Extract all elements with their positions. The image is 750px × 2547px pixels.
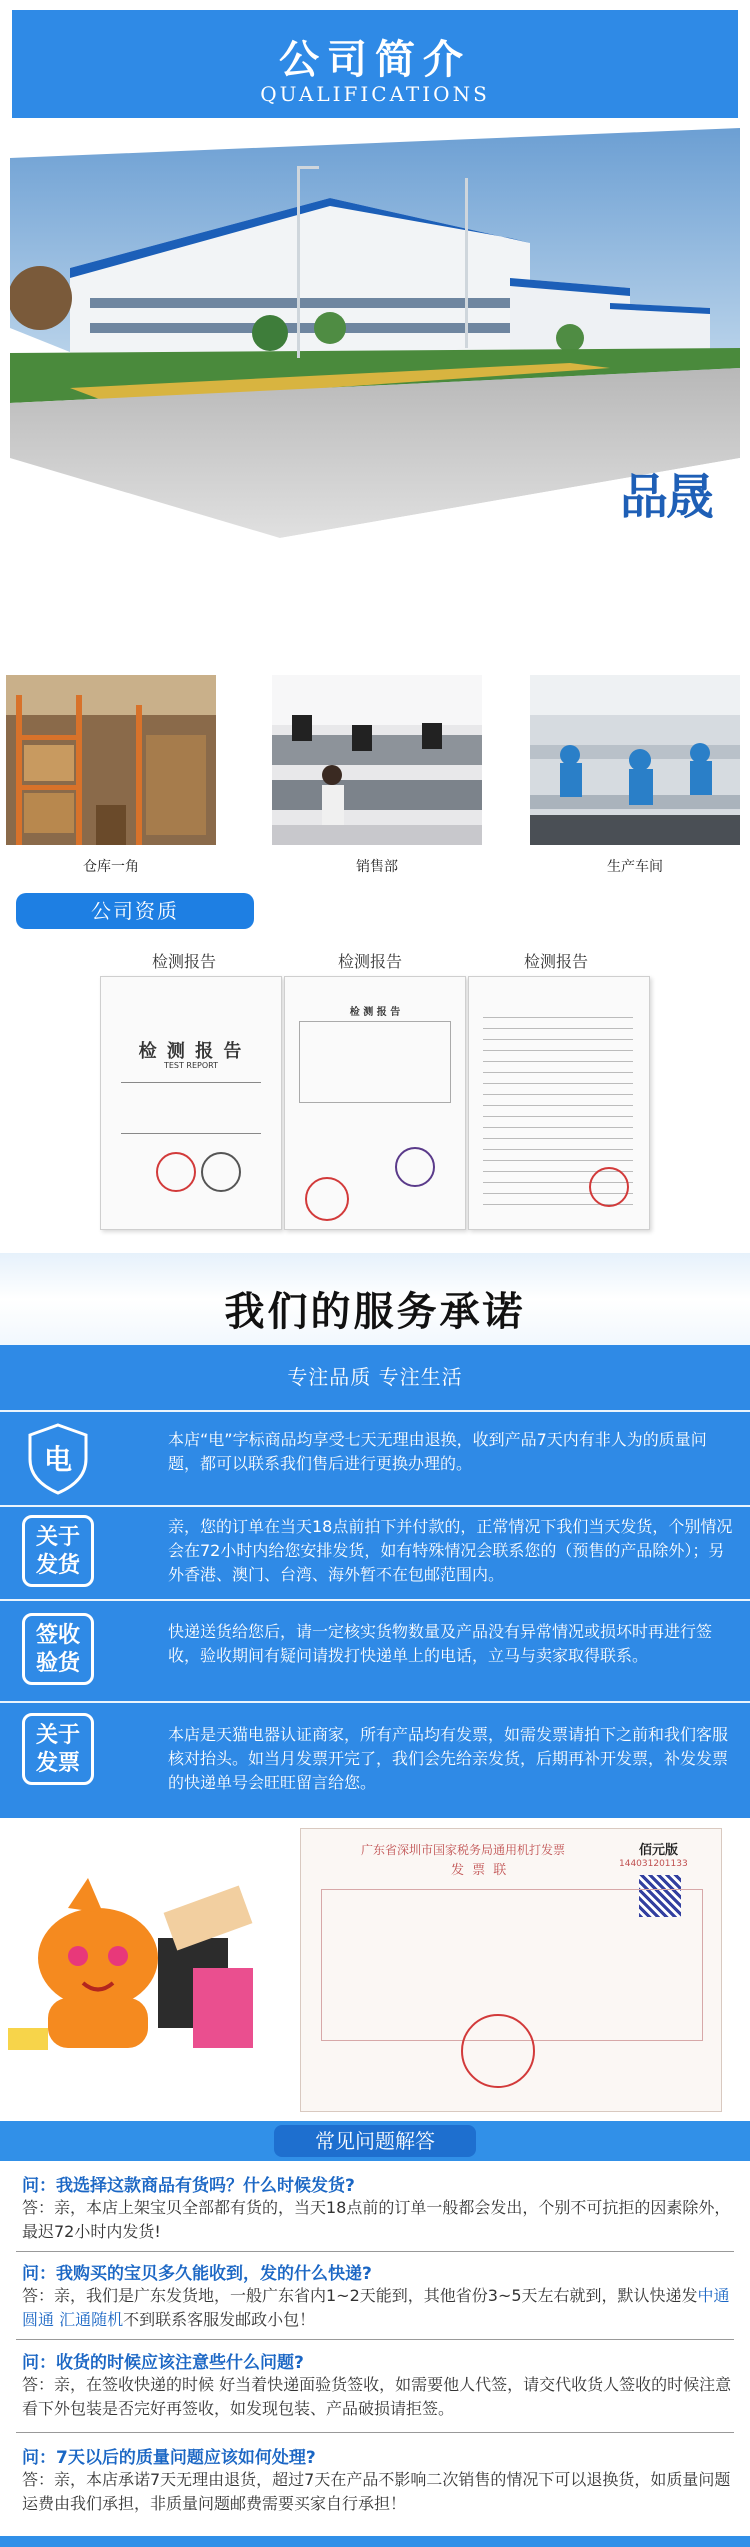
divider	[16, 2339, 734, 2340]
mascot-shopping-icon	[8, 1878, 288, 2078]
test-report-1-image	[100, 976, 282, 1230]
black-seal-icon	[201, 1152, 241, 1192]
badge-2-line2: 发货	[35, 1553, 80, 1578]
service-item-3-text: 快递送货给您后，请一定核实货物数量及产品没有异常情况或损坏时再进行签收，验收期间有疑问请拨打快递单上的电话，立马与卖家取得联系。	[168, 1622, 713, 1665]
test-report-3-image	[468, 976, 650, 1230]
faq-answer-2-carriers: 中通 圆通 汇通随机	[22, 2286, 730, 2329]
test-report-2-image	[284, 976, 466, 1230]
badge-3-line1: 签收	[35, 1623, 80, 1648]
faq-answer-2-pre: 答：亲，我们是广东发货地，一般广东省内1~2天能到，其他省份3~5天左右就到，默认快递发	[22, 2286, 698, 2305]
faq-answer-4: 答：亲，本店承诺7天无理由退货，超过7天在产品不影响二次销售的情况下可以退换货，如质量问题运费由我们承担，非质量问题邮费需要买家自行承担！	[22, 2470, 731, 2513]
header-subtitle: QUALIFICATIONS	[260, 82, 490, 106]
badge-4-line1: 关于	[35, 1723, 80, 1748]
report-2-title: 检测报告	[337, 952, 402, 971]
invoice-seal-icon	[461, 2014, 535, 2088]
service-item-1-text: 本店“电”字标商品均享受七天无理由退换，收到产品7天内有非人为的质量问题，都可以联系我们售后进行更换办理的。	[168, 1430, 707, 1473]
badge-2-line1: 关于	[35, 1525, 80, 1550]
faq-question-2: 问：我购买的宝贝多久能收到，发的什么快递?	[22, 2264, 372, 2284]
faq-label: 常见问题解答	[274, 2125, 476, 2157]
divider	[0, 1505, 750, 1507]
service-item-2-text: 亲，您的订单在当天18点前拍下并付款的，正常情况下我们当天发货，个别情况会在72小时内给您安排发货，如有特殊情况会联系您的（预售的产品除外）；另外香港、澳门、台湾、海外暂不在包邮范围内。	[168, 1517, 733, 1584]
purple-seal-icon	[395, 1147, 435, 1187]
lightning-shield-icon	[20, 1421, 96, 1497]
faq-answer-3: 答：亲，在签收快递的时候 好当着快递面验货签收，如需要他人代签，请交代收货人签收的时候注意看下外包装是否完好再签收，如发现包装、产品破损请拒签。	[22, 2375, 732, 2418]
faq-answer-1: 答：亲，本店上架宝贝全部都有货的，当天18点前的订单一般都会发出，个别不可抗拒的因素除外，最迟72小时内发货!	[22, 2198, 731, 2241]
service-title: 我们的服务承诺	[224, 1289, 526, 1335]
service-commitment-section	[0, 1253, 750, 1818]
faq-header	[0, 2121, 750, 2161]
sales-department-caption: 销售部	[356, 859, 398, 875]
report-2-heading: 检 测 报 告	[349, 1007, 401, 1018]
badge-4-line2: 发票	[35, 1751, 80, 1776]
receipt-inspection-badge	[22, 1613, 94, 1685]
company-qualification-label: 公司资质	[16, 893, 254, 929]
red-seal-icon	[305, 1177, 349, 1221]
report-1-title: 检测报告	[151, 952, 216, 971]
red-seal-icon	[156, 1152, 196, 1192]
invoice-number: 144031201133	[619, 1859, 688, 1869]
divider	[0, 1701, 750, 1703]
divider	[0, 1410, 750, 1412]
faq-answer-2-post: 不到联系客服发邮政小包！	[123, 2310, 316, 2329]
divider	[16, 2432, 734, 2433]
brand-logo: 品晟	[620, 469, 713, 525]
invoice-badge	[22, 1713, 94, 1785]
invoice-illustration-area	[0, 1818, 750, 2120]
faq-question-3: 问：收货的时候应该注意些什么问题?	[22, 2353, 304, 2373]
faq-question-1: 问：我选择这款商品有货吗？什么时候发货?	[22, 2176, 355, 2196]
service-subtitle: 专注品质 专注生活	[287, 1365, 463, 1389]
company-intro-header	[12, 10, 738, 118]
sales-department-photo	[272, 675, 482, 845]
report-2-table	[299, 1021, 451, 1103]
warehouse-photo	[6, 675, 216, 845]
production-workshop-photo	[530, 675, 740, 845]
shipping-badge	[22, 1515, 94, 1587]
divider	[0, 1599, 750, 1601]
report-3-title: 检测报告	[523, 952, 588, 971]
badge-3-line2: 验货	[35, 1651, 80, 1676]
invoice-tag: 佰元版	[639, 1843, 679, 1858]
faq-question-4: 问：7天以后的质量问题应该如何处理?	[22, 2448, 316, 2468]
invoice-subtitle: 发 票 联	[451, 1863, 509, 1878]
warehouse-caption: 仓库一角	[83, 859, 139, 875]
red-seal-icon	[589, 1167, 629, 1207]
invoice-title: 广东省深圳市国家税务局通用机打发票	[361, 1843, 566, 1857]
service-item-4-text: 本店是天猫电器认证商家，所有产品均有发票，如需发票请拍下之前和我们客服核对抬头。如当月发票开完了，我们会先给亲发货，后期再补开发票，补发发票的快递单号会旺旺留言给您。	[168, 1725, 729, 1792]
report-1-heading-en: TEST REPORT	[163, 1061, 219, 1070]
report-1-table	[121, 1082, 261, 1134]
faq-answer-2	[22, 2284, 732, 2332]
divider	[16, 2251, 734, 2252]
footer-bar	[0, 2536, 750, 2547]
production-workshop-caption: 生产车间	[607, 859, 663, 875]
invoice-image	[300, 1828, 722, 2112]
report-1-heading: 检 测 报 告	[138, 1041, 244, 1062]
badge-1-text: 电	[43, 1443, 73, 1476]
header-title: 公司简介	[279, 37, 471, 83]
